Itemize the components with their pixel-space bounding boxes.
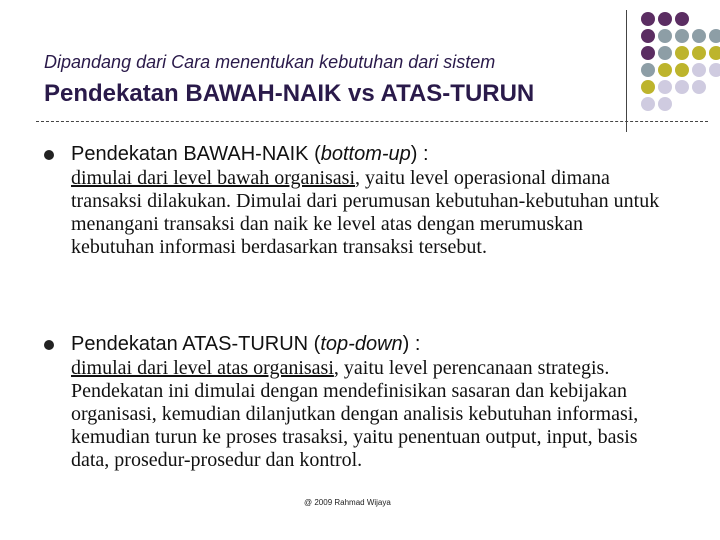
title-divider-vertical bbox=[626, 10, 627, 132]
decorative-dot-grid bbox=[641, 12, 720, 122]
decor-dot bbox=[658, 80, 672, 94]
decor-dot bbox=[641, 46, 655, 60]
decor-dot bbox=[641, 12, 655, 26]
title-divider-horizontal bbox=[36, 121, 708, 122]
decor-dot bbox=[675, 80, 689, 94]
heading-italic-term: top-down bbox=[320, 333, 403, 355]
underlined-phrase: dimulai dari level bawah organisasi bbox=[71, 167, 355, 189]
bullet-heading bbox=[71, 331, 671, 357]
decor-dot bbox=[658, 97, 672, 111]
slide-title: Pendekatan BAWAH-NAIK vs ATAS-TURUN bbox=[44, 80, 535, 107]
decor-dot bbox=[692, 63, 706, 77]
decor-dot bbox=[709, 29, 720, 43]
decor-dot bbox=[658, 12, 672, 26]
body-text: , yaitu level operasional dimana transaksi dilakukan. Dimulai dari perumusan kebutuhan-kebutuhan untuk menangani transaksi dan naik ke level atas dengan merumuskan kebutuhan informasi berdasarkan transaksi tersebut. bbox=[71, 167, 660, 258]
decor-dot bbox=[641, 29, 655, 43]
slide-subtitle: Dipandang dari Cara menentukan kebutuhan dari sistem bbox=[44, 52, 496, 72]
heading-text: Pendekatan ATAS-TURUN ( bbox=[71, 333, 321, 355]
decor-dot bbox=[692, 29, 706, 43]
heading-italic-term: bottom-up bbox=[320, 143, 411, 165]
bullet-body bbox=[71, 357, 671, 472]
decor-dot bbox=[692, 46, 706, 60]
heading-text: ) : bbox=[410, 143, 429, 165]
decor-dot bbox=[641, 97, 655, 111]
decor-dot bbox=[675, 29, 689, 43]
decor-dot bbox=[641, 80, 655, 94]
decor-dot bbox=[658, 46, 672, 60]
heading-text: ) : bbox=[402, 333, 421, 355]
underlined-phrase: dimulai dari level atas organisasi bbox=[71, 357, 334, 379]
decor-dot bbox=[709, 46, 720, 60]
decor-dot bbox=[692, 80, 706, 94]
decor-dot bbox=[658, 29, 672, 43]
bullet-marker bbox=[44, 150, 54, 160]
heading-text: Pendekatan BAWAH-NAIK ( bbox=[71, 143, 321, 165]
decor-dot bbox=[658, 63, 672, 77]
decor-dot bbox=[709, 63, 720, 77]
decor-dot bbox=[675, 63, 689, 77]
decor-dot bbox=[641, 63, 655, 77]
decor-dot bbox=[675, 46, 689, 60]
decor-dot bbox=[675, 12, 689, 26]
body-text: , yaitu level perencanaan strategis. Pendekatan ini dimulai dengan mendefinisikan sasaran dan kebijakan organisasi, kemudian dilanjutkan dengan analisis kebutuhan informasi, kemudian turun ke proses trasaksi, yaitu penentuan output, input, basis data, prosedur-prosedur dan kontrol. bbox=[71, 357, 639, 471]
bullet-item-bottom-up bbox=[71, 141, 671, 259]
bullet-heading bbox=[71, 141, 671, 167]
bullet-item-top-down bbox=[71, 331, 671, 472]
copyright-footer: @ 2009 Rahmad Wijaya bbox=[304, 498, 391, 507]
bullet-marker bbox=[44, 340, 54, 350]
bullet-body bbox=[71, 167, 671, 259]
